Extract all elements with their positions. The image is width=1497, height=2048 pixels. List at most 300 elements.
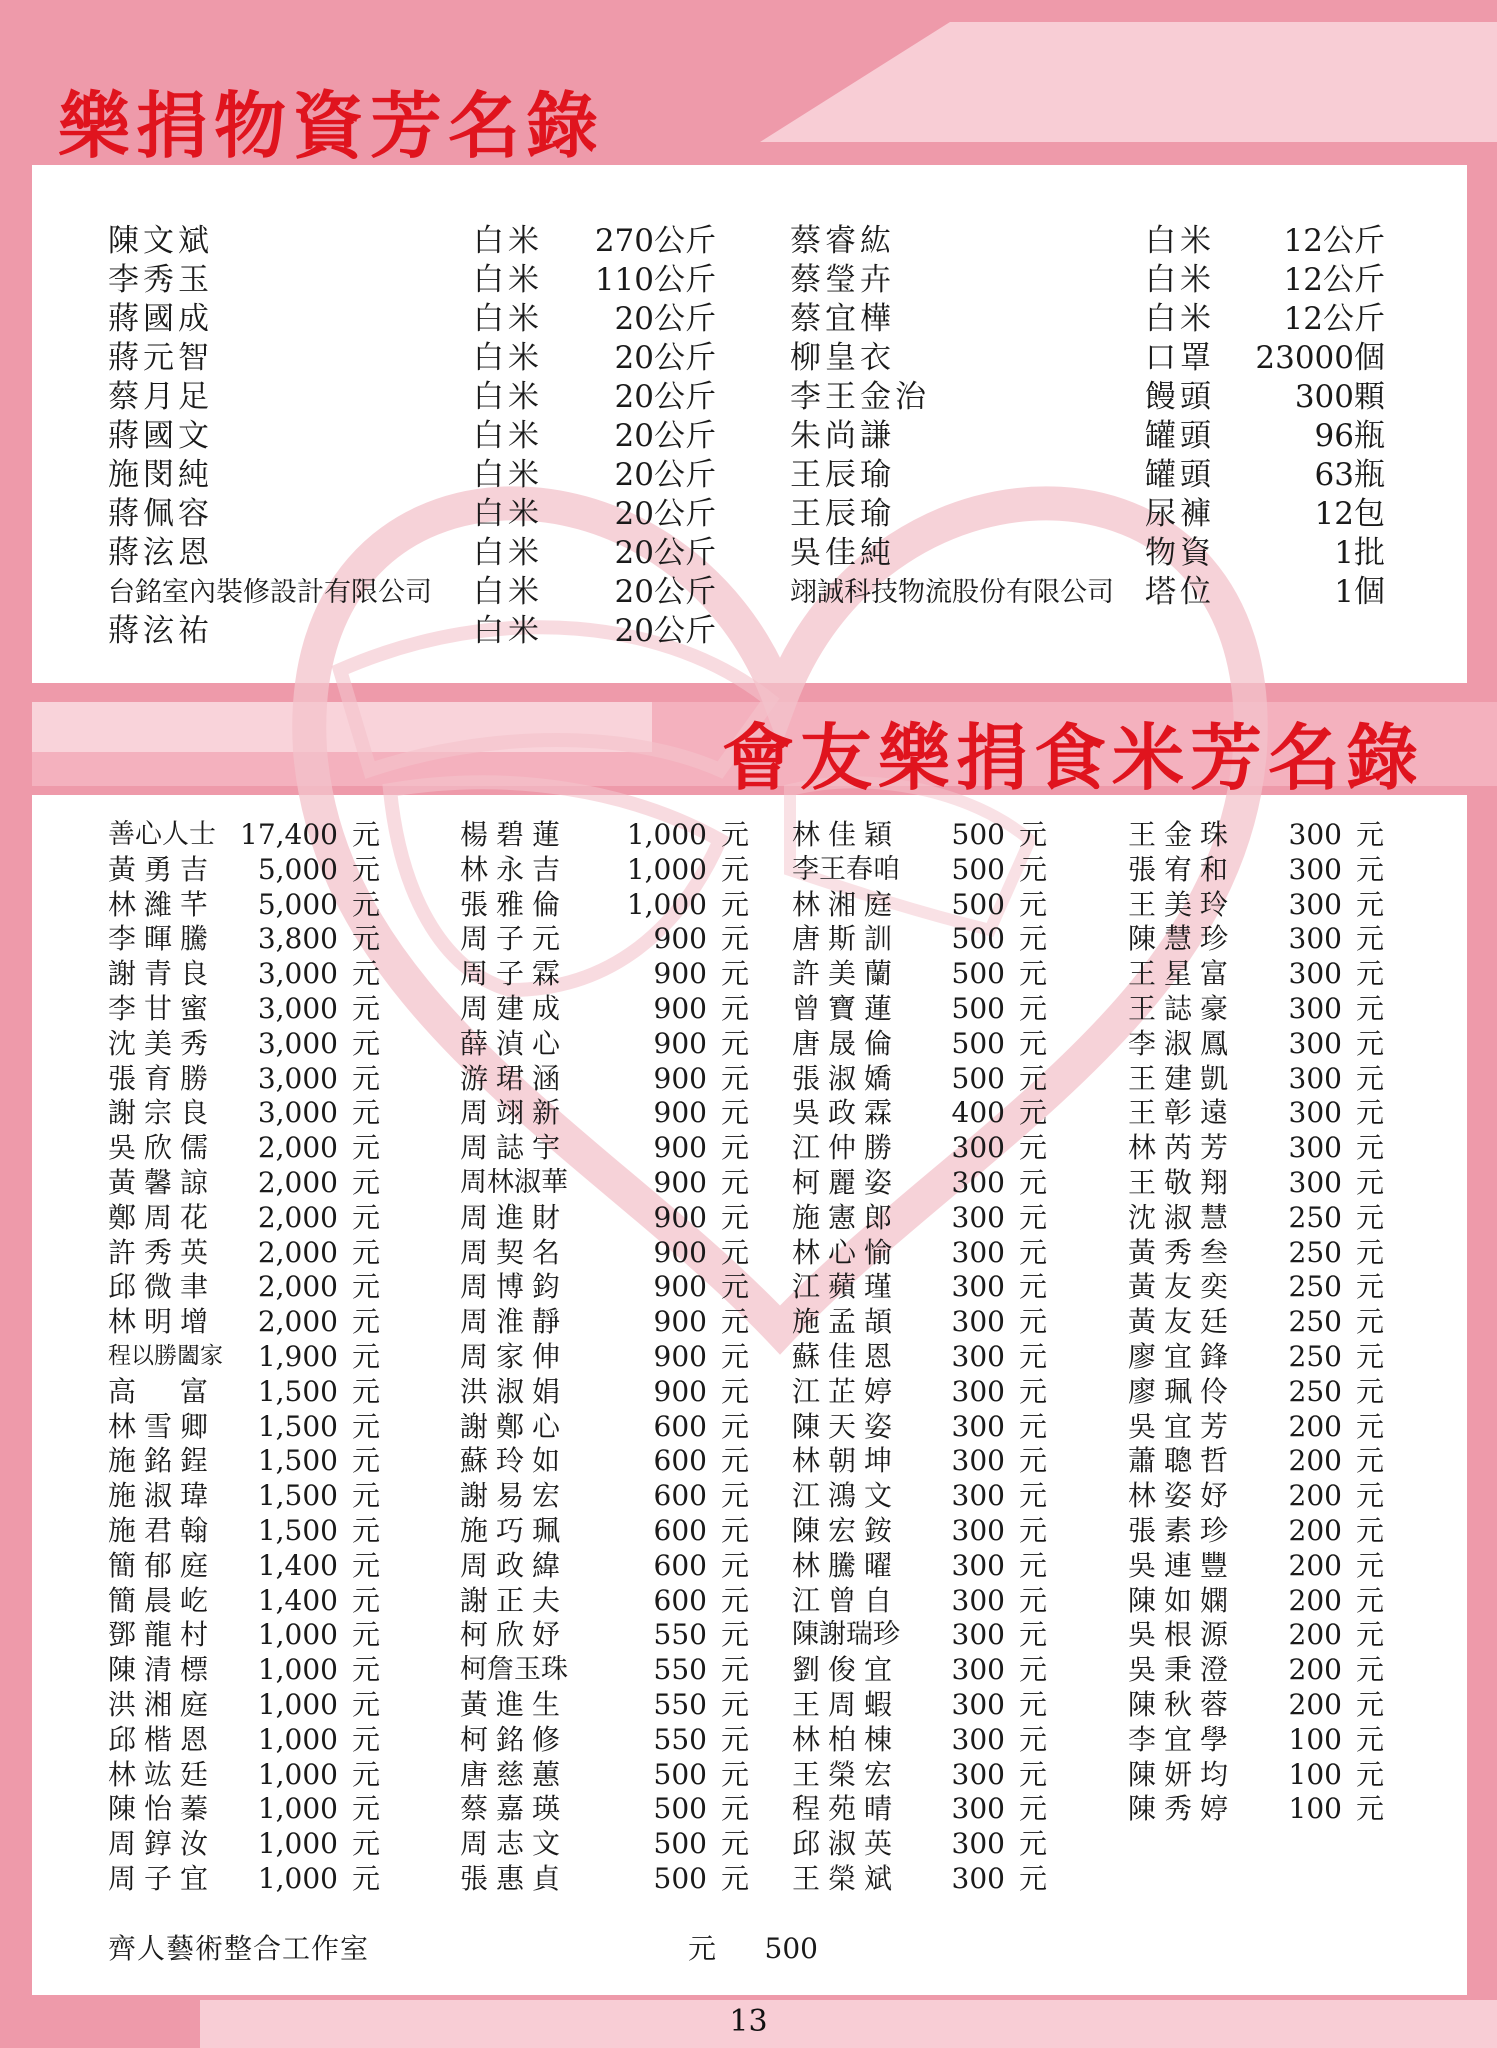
donor-row (108, 1861, 428, 1896)
donor-amount: 300 (1288, 992, 1342, 1025)
supply-row (108, 300, 748, 339)
donor-row (460, 1791, 780, 1826)
donor-name: 吳連豐 (1128, 1549, 1237, 1582)
donor-amount: 400 (951, 1096, 1005, 1129)
supply-donor-name: 蔣泫恩 (108, 535, 213, 571)
supply-item: 尿褲 (1145, 496, 1215, 532)
donor-unit: 元 (1356, 1375, 1385, 1408)
donor-row (460, 1617, 780, 1652)
donor-row (108, 1443, 428, 1478)
donor-row (460, 817, 780, 852)
supply-donor-name: 施閔純 (108, 457, 213, 493)
donor-name: 程苑晴 (792, 1792, 901, 1825)
donor-unit: 元 (721, 1758, 750, 1791)
supply-donor-name: 朱尚謙 (790, 418, 895, 454)
supply-donor-name: 蔣泫祐 (108, 613, 213, 649)
donor-amount: 1,000 (626, 853, 707, 886)
donor-amount: 300 (951, 1514, 1005, 1547)
donor-name: 施憲郎 (792, 1201, 901, 1234)
supply-quantity: 1批 (1334, 535, 1385, 571)
donor-amount: 200 (1288, 1549, 1342, 1582)
donor-amount: 500 (653, 1827, 707, 1860)
donor-amount: 600 (653, 1410, 707, 1443)
donor-amount: 900 (653, 1131, 707, 1164)
donor-amount: 3,000 (257, 1027, 338, 1060)
donor-name: 謝易宏 (460, 1479, 569, 1512)
donor-name: 陳謝瑞珍 (792, 1619, 900, 1650)
donor-row (460, 1548, 780, 1583)
donor-unit: 元 (352, 1653, 381, 1686)
donor-amount: 500 (653, 1758, 707, 1791)
donor-name: 沈美秀 (108, 1027, 217, 1060)
donor-row (108, 1826, 428, 1861)
donor-amount: 2,000 (257, 1201, 338, 1234)
donor-name: 王星富 (1128, 957, 1237, 990)
donor-name: 王彰遠 (1128, 1096, 1237, 1129)
donor-row (1128, 1061, 1448, 1096)
donor-unit: 元 (721, 1027, 750, 1060)
supply-quantity: 270公斤 (594, 223, 716, 259)
donor-row (108, 1200, 428, 1235)
donor-amount: 200 (1288, 1444, 1342, 1477)
supply-quantity: 20公斤 (614, 418, 716, 454)
donor-unit: 元 (721, 1653, 750, 1686)
supply-quantity: 1個 (1334, 574, 1385, 610)
donor-unit: 元 (1356, 1340, 1385, 1373)
donor-name: 周進財 (460, 1201, 569, 1234)
donor-unit: 元 (352, 992, 381, 1025)
donor-row (792, 1548, 1112, 1583)
donor-amount: 500 (951, 888, 1005, 921)
donor-amount: 250 (1288, 1270, 1342, 1303)
donor-amount: 300 (951, 1236, 1005, 1269)
donor-name: 陳秀婷 (1128, 1792, 1237, 1825)
donor-unit: 元 (1356, 1236, 1385, 1269)
donor-unit: 元 (1019, 1758, 1048, 1791)
donor-row (460, 1583, 780, 1618)
donor-amount: 300 (951, 1549, 1005, 1582)
donor-name: 周淮靜 (460, 1305, 569, 1338)
donor-name: 林朝坤 (792, 1444, 901, 1477)
donor-amount: 300 (951, 1792, 1005, 1825)
donor-row (460, 852, 780, 887)
donor-unit: 元 (352, 1723, 381, 1756)
donor-unit: 元 (352, 1027, 381, 1060)
donor-amount: 300 (951, 1131, 1005, 1164)
donor-amount: 550 (653, 1723, 707, 1756)
donor-name: 陳怡蓁 (108, 1792, 217, 1825)
donor-name: 施巧珮 (460, 1514, 569, 1547)
donor-row (1128, 1443, 1448, 1478)
donor-name: 邱微聿 (108, 1270, 217, 1303)
donor-name: 蔡嘉瑛 (460, 1792, 569, 1825)
supply-row (108, 339, 748, 378)
donor-row (1128, 1652, 1448, 1687)
donor-name: 林竑廷 (108, 1758, 217, 1791)
donor-amount: 200 (1288, 1584, 1342, 1617)
donor-amount: 300 (1288, 922, 1342, 955)
donor-name: 游珺涵 (460, 1062, 569, 1095)
donor-amount: 550 (653, 1618, 707, 1651)
donor-amount: 1,000 (257, 1653, 338, 1686)
supply-row (790, 534, 1430, 573)
donor-row (1128, 1235, 1448, 1270)
donor-unit: 元 (1019, 957, 1048, 990)
donor-name: 張育勝 (108, 1062, 217, 1095)
donor-unit: 元 (721, 1166, 750, 1199)
donor-name: 洪湘庭 (108, 1688, 217, 1721)
donor-unit: 元 (1019, 1340, 1048, 1373)
donor-amount: 900 (653, 922, 707, 955)
donor-name: 黃進生 (460, 1688, 569, 1721)
donor-unit: 元 (1356, 957, 1385, 990)
donor-amount: 200 (1288, 1479, 1342, 1512)
donor-amount: 300 (1288, 888, 1342, 921)
donor-row (1128, 1791, 1448, 1826)
donor-amount: 250 (1288, 1201, 1342, 1234)
donor-unit: 元 (352, 1236, 381, 1269)
donor-unit: 元 (1019, 1827, 1048, 1860)
supply-row (108, 612, 748, 651)
donor-amount: 5,000 (257, 888, 338, 921)
donor-amount: 300 (951, 1758, 1005, 1791)
donor-amount: 600 (653, 1514, 707, 1547)
supply-donor-name: 李王金治 (790, 379, 930, 415)
donor-unit: 元 (352, 1827, 381, 1860)
donor-unit: 元 (352, 1584, 381, 1617)
donor-unit: 元 (1019, 1723, 1048, 1756)
supply-quantity: 20公斤 (614, 496, 716, 532)
donor-row (108, 1791, 428, 1826)
donor-name: 林明增 (108, 1305, 217, 1338)
supply-quantity: 300顆 (1294, 379, 1385, 415)
donor-amount: 900 (653, 1305, 707, 1338)
donor-unit: 元 (1019, 922, 1048, 955)
supply-item: 饅頭 (1145, 379, 1215, 415)
donor-row (1128, 1722, 1448, 1757)
donor-name: 林心愉 (792, 1236, 901, 1269)
donor-amount: 2,000 (257, 1236, 338, 1269)
donor-name: 邱楷恩 (108, 1723, 217, 1756)
supply-row (108, 495, 748, 534)
donor-unit: 元 (1019, 1479, 1048, 1512)
donor-unit: 元 (1019, 1131, 1048, 1164)
donor-unit: 元 (352, 1375, 381, 1408)
donor-amount: 200 (1288, 1618, 1342, 1651)
donor-amount: 200 (1288, 1410, 1342, 1443)
donor-unit: 元 (352, 1758, 381, 1791)
footer-donor-row (108, 1931, 818, 1966)
donor-amount: 300 (951, 1166, 1005, 1199)
donor-amount: 17,400 (240, 818, 338, 851)
donor-row (1128, 1130, 1448, 1165)
donor-amount: 1,500 (257, 1479, 338, 1512)
donor-name: 謝宗良 (108, 1096, 217, 1129)
donor-unit: 元 (1356, 1201, 1385, 1234)
donor-amount: 300 (951, 1305, 1005, 1338)
donor-row (1128, 1478, 1448, 1513)
donor-unit: 元 (721, 922, 750, 955)
donor-amount: 2,000 (257, 1166, 338, 1199)
supply-donor-name: 台銘室內裝修設計有限公司 (108, 577, 432, 608)
donor-row (792, 1061, 1112, 1096)
donor-row (1128, 1095, 1448, 1130)
donor-amount: 300 (951, 1827, 1005, 1860)
donor-unit: 元 (1356, 1792, 1385, 1825)
donor-amount: 250 (1288, 1236, 1342, 1269)
donor-amount: 500 (951, 1062, 1005, 1095)
donor-amount: 2,000 (257, 1270, 338, 1303)
donor-row (460, 1235, 780, 1270)
donor-amount: 500 (653, 1792, 707, 1825)
donor-unit: 元 (721, 992, 750, 1025)
donor-amount: 300 (951, 1340, 1005, 1373)
supply-donor-name: 蔣佩容 (108, 496, 213, 532)
donor-unit: 元 (1019, 1444, 1048, 1477)
donor-unit: 元 (1019, 1027, 1048, 1060)
donor-amount: 900 (653, 1270, 707, 1303)
donor-name: 林姿妤 (1128, 1479, 1237, 1512)
donor-row (792, 991, 1112, 1026)
supply-row (108, 261, 748, 300)
donor-row (460, 1374, 780, 1409)
donor-name: 簡晨屹 (108, 1584, 217, 1617)
donor-amount: 300 (1288, 853, 1342, 886)
supply-donor-name: 陳文斌 (108, 223, 213, 259)
donor-unit: 元 (352, 1166, 381, 1199)
donor-amount: 100 (1288, 1792, 1342, 1825)
donor-name: 周翊新 (460, 1096, 569, 1129)
supply-item: 白米 (473, 223, 543, 259)
donor-name: 柯欣妤 (460, 1618, 569, 1651)
donor-row (108, 887, 428, 922)
supply-item: 物資 (1145, 535, 1215, 571)
donor-unit: 元 (352, 1688, 381, 1721)
donor-unit: 元 (1356, 1514, 1385, 1547)
donor-amount: 300 (951, 1201, 1005, 1234)
donor-row (460, 991, 780, 1026)
donor-name: 江蘋瑾 (792, 1270, 901, 1303)
donor-unit: 元 (688, 1932, 717, 1965)
donor-name: 謝鄭心 (460, 1410, 569, 1443)
donor-unit: 元 (1019, 888, 1048, 921)
donor-unit: 元 (352, 853, 381, 886)
donor-row (108, 1757, 428, 1792)
donor-amount: 500 (951, 957, 1005, 990)
donor-row (460, 1861, 780, 1896)
donor-amount: 1,000 (626, 818, 707, 851)
donor-name: 鄭周花 (108, 1201, 217, 1234)
donor-row (460, 1722, 780, 1757)
donor-amount: 300 (951, 1688, 1005, 1721)
donor-row (460, 1757, 780, 1792)
donor-row (108, 1548, 428, 1583)
donor-name: 薛湞心 (460, 1027, 569, 1060)
donor-row (792, 1165, 1112, 1200)
donor-amount: 300 (1288, 1166, 1342, 1199)
donor-unit: 元 (721, 1444, 750, 1477)
donor-row (460, 1478, 780, 1513)
donor-amount: 3,000 (257, 957, 338, 990)
supply-item: 白米 (473, 535, 543, 571)
donor-name: 黃友廷 (1128, 1305, 1237, 1338)
donor-row (108, 1617, 428, 1652)
donor-amount: 300 (1288, 818, 1342, 851)
supply-item: 塔位 (1145, 574, 1215, 610)
supplies-title: 樂捐物資芳名錄 (58, 83, 605, 168)
supply-row (108, 222, 748, 261)
donor-amount: 300 (1288, 1027, 1342, 1060)
donor-row (792, 921, 1112, 956)
donor-amount: 300 (1288, 1096, 1342, 1129)
donor-name: 唐斯訓 (792, 922, 901, 955)
donor-name: 林佳穎 (792, 818, 901, 851)
donor-name: 王誌豪 (1128, 992, 1237, 1025)
donor-row (108, 1095, 428, 1130)
donor-name: 陳如嫻 (1128, 1584, 1237, 1617)
donor-row (460, 1200, 780, 1235)
donor-row (792, 1722, 1112, 1757)
donor-amount: 900 (653, 1166, 707, 1199)
donor-unit: 元 (721, 888, 750, 921)
donor-amount: 600 (653, 1549, 707, 1582)
donor-row (108, 1061, 428, 1096)
donor-row (1128, 921, 1448, 956)
donor-unit: 元 (1019, 853, 1048, 886)
donor-name: 周博鈞 (460, 1270, 569, 1303)
donor-unit: 元 (721, 1618, 750, 1651)
donor-amount: 1,000 (257, 1792, 338, 1825)
donor-name: 柯銘修 (460, 1723, 569, 1756)
donor-unit: 元 (721, 1688, 750, 1721)
donor-name: 王榮斌 (792, 1862, 901, 1895)
donor-row (108, 921, 428, 956)
donor-unit: 元 (1356, 992, 1385, 1025)
donor-unit: 元 (352, 1131, 381, 1164)
donor-name: 周林淑華 (460, 1167, 568, 1198)
donor-unit: 元 (721, 1792, 750, 1825)
donor-unit: 元 (1356, 818, 1385, 851)
donor-name: 黃秀叁 (1128, 1236, 1237, 1269)
donor-unit: 元 (1356, 1723, 1385, 1756)
donors-title: 會友樂捐食米芳名錄 (722, 715, 1425, 800)
donor-amount: 200 (1288, 1688, 1342, 1721)
donor-name: 鄧龍村 (108, 1618, 217, 1651)
donor-unit: 元 (352, 1444, 381, 1477)
donor-unit: 元 (1019, 1618, 1048, 1651)
donor-row (460, 1165, 780, 1200)
donor-amount: 500 (951, 992, 1005, 1025)
donor-name: 周子元 (460, 922, 569, 955)
donor-unit: 元 (1356, 922, 1385, 955)
donor-unit: 元 (1356, 1479, 1385, 1512)
donor-amount: 300 (951, 1584, 1005, 1617)
donor-amount: 250 (1288, 1340, 1342, 1373)
donor-row (108, 1269, 428, 1304)
donor-name: 林芮芳 (1128, 1131, 1237, 1164)
donor-name: 周契名 (460, 1236, 569, 1269)
donor-unit: 元 (1356, 1584, 1385, 1617)
donor-name: 曾寶蓮 (792, 992, 901, 1025)
donor-name: 陳宏銨 (792, 1514, 901, 1547)
donor-row (460, 1339, 780, 1374)
donor-amount: 1,000 (257, 1723, 338, 1756)
donor-row (792, 1583, 1112, 1618)
donor-name: 張惠貞 (460, 1862, 569, 1895)
donor-unit: 元 (1019, 992, 1048, 1025)
donor-unit: 元 (1019, 1201, 1048, 1234)
donor-amount: 250 (1288, 1375, 1342, 1408)
donor-unit: 元 (352, 1514, 381, 1547)
donor-name: 林湘庭 (792, 888, 901, 921)
donor-name: 謝正夫 (460, 1584, 569, 1617)
donor-amount: 300 (1288, 957, 1342, 990)
donor-name: 王榮宏 (792, 1758, 901, 1791)
supply-quantity: 12包 (1314, 496, 1385, 532)
donor-name: 吳根源 (1128, 1618, 1237, 1651)
donor-amount: 300 (951, 1479, 1005, 1512)
supply-donor-name: 翊誠科技物流股份有限公司 (790, 577, 1114, 608)
donor-name: 林柏棟 (792, 1723, 901, 1756)
donor-unit: 元 (1019, 1270, 1048, 1303)
donor-row (1128, 1583, 1448, 1618)
donor-unit: 元 (1019, 1410, 1048, 1443)
donor-unit: 元 (352, 1340, 381, 1373)
donor-row (792, 1409, 1112, 1444)
donor-unit: 元 (721, 1410, 750, 1443)
donor-amount: 300 (951, 1723, 1005, 1756)
donor-row (460, 1409, 780, 1444)
donor-name: 施銘鋥 (108, 1444, 217, 1477)
supply-donor-name: 蔣元智 (108, 340, 213, 376)
supply-item: 白米 (473, 340, 543, 376)
donor-name: 謝青良 (108, 957, 217, 990)
donor-unit: 元 (721, 853, 750, 886)
donor-name: 李甘蜜 (108, 992, 217, 1025)
donor-name: 周建成 (460, 992, 569, 1025)
donor-row (108, 1130, 428, 1165)
donor-unit: 元 (1019, 1549, 1048, 1582)
donor-amount: 900 (653, 1201, 707, 1234)
donor-unit: 元 (721, 1131, 750, 1164)
donor-name: 李暉騰 (108, 922, 217, 955)
donor-row (1128, 1339, 1448, 1374)
supply-quantity: 12公斤 (1283, 223, 1385, 259)
donor-amount: 1,400 (257, 1549, 338, 1582)
donor-unit: 元 (1356, 1444, 1385, 1477)
supply-item: 罐頭 (1145, 418, 1215, 454)
donor-amount: 550 (653, 1688, 707, 1721)
donor-amount: 500 (951, 853, 1005, 886)
supply-item: 白米 (473, 574, 543, 610)
donor-row (1128, 1374, 1448, 1409)
donor-amount: 1,500 (257, 1514, 338, 1547)
donor-row (460, 921, 780, 956)
donor-name: 張雅倫 (460, 888, 569, 921)
donor-name: 齊人藝術整合工作室 (108, 1932, 370, 1965)
donor-name: 陳妍均 (1128, 1758, 1237, 1791)
supply-donor-name: 蔡月足 (108, 379, 213, 415)
donor-amount: 1,000 (257, 1827, 338, 1860)
supply-item: 白米 (473, 301, 543, 337)
donor-name: 王金珠 (1128, 818, 1237, 851)
donor-unit: 元 (1356, 1131, 1385, 1164)
donor-name: 江芷婷 (792, 1375, 901, 1408)
supply-donor-name: 蔡瑩卉 (790, 262, 895, 298)
donor-row (1128, 1409, 1448, 1444)
donor-name: 江曾自 (792, 1584, 901, 1617)
donor-row (792, 1687, 1112, 1722)
